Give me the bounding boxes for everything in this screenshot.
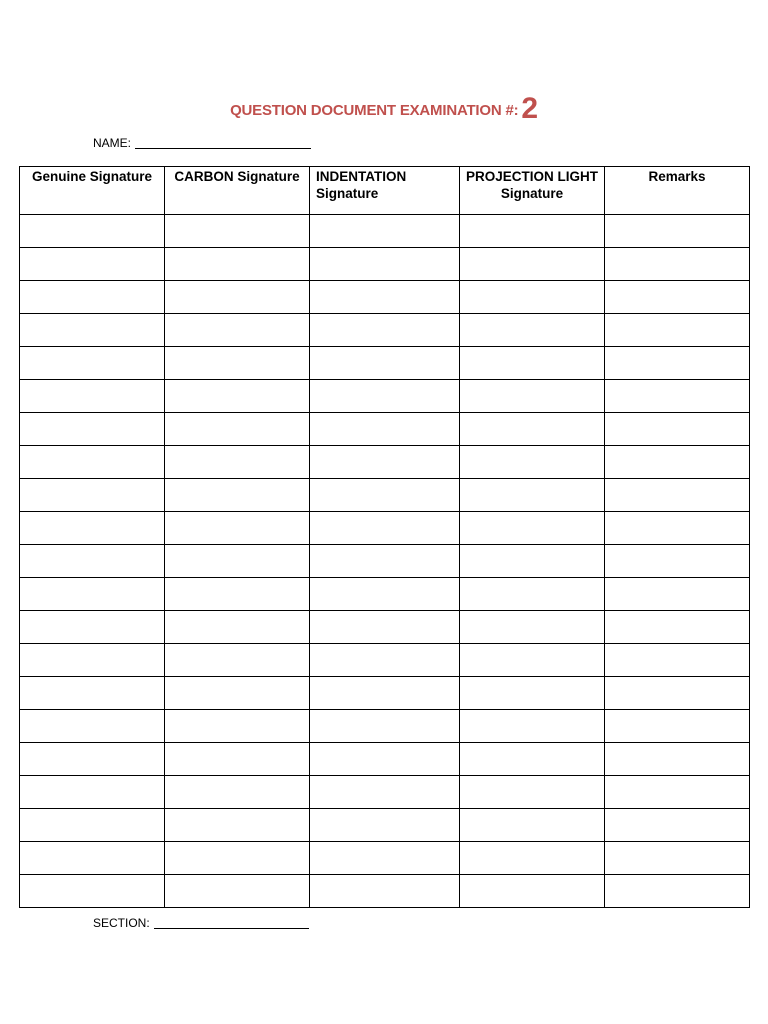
table-cell-carbon[interactable] bbox=[165, 710, 310, 743]
table-cell-carbon[interactable] bbox=[165, 380, 310, 413]
name-field bbox=[93, 136, 311, 150]
table-cell-projection-light[interactable] bbox=[460, 611, 605, 644]
table-cell-genuine[interactable] bbox=[20, 710, 165, 743]
exam-title-text: QUESTION DOCUMENT EXAMINATION #: bbox=[230, 102, 519, 119]
table-cell-remarks[interactable] bbox=[605, 776, 750, 809]
table-cell-projection-light[interactable] bbox=[460, 743, 605, 776]
table-cell-remarks[interactable] bbox=[605, 380, 750, 413]
column-header-indentation: INDENTATION Signature bbox=[310, 167, 460, 215]
table-cell-genuine[interactable] bbox=[20, 281, 165, 314]
table-cell-carbon[interactable] bbox=[165, 479, 310, 512]
table-cell-indentation[interactable] bbox=[310, 347, 460, 380]
table-cell-projection-light[interactable] bbox=[460, 710, 605, 743]
table-cell-genuine[interactable] bbox=[20, 611, 165, 644]
table-cell-remarks[interactable] bbox=[605, 875, 750, 908]
table-cell-genuine[interactable] bbox=[20, 413, 165, 446]
table-cell-projection-light[interactable] bbox=[460, 512, 605, 545]
table-cell-genuine[interactable] bbox=[20, 644, 165, 677]
table-cell-projection-light[interactable] bbox=[460, 578, 605, 611]
table-cell-genuine[interactable] bbox=[20, 248, 165, 281]
table-row bbox=[20, 578, 750, 611]
table-cell-genuine[interactable] bbox=[20, 446, 165, 479]
table-cell-indentation[interactable] bbox=[310, 710, 460, 743]
table-cell-remarks[interactable] bbox=[605, 611, 750, 644]
table-cell-projection-light[interactable] bbox=[460, 347, 605, 380]
column-header-carbon: CARBON Signature bbox=[165, 167, 310, 215]
table-cell-genuine[interactable] bbox=[20, 776, 165, 809]
table-cell-carbon[interactable] bbox=[165, 347, 310, 380]
table-cell-indentation[interactable] bbox=[310, 743, 460, 776]
table-cell-carbon[interactable] bbox=[165, 248, 310, 281]
table-cell-projection-light[interactable] bbox=[460, 248, 605, 281]
table-cell-indentation[interactable] bbox=[310, 611, 460, 644]
table-cell-indentation[interactable] bbox=[310, 875, 460, 908]
table-row bbox=[20, 479, 750, 512]
table-cell-indentation[interactable] bbox=[310, 578, 460, 611]
column-header-remarks: Remarks bbox=[605, 167, 750, 215]
table-cell-projection-light[interactable] bbox=[460, 380, 605, 413]
table-cell-remarks[interactable] bbox=[605, 578, 750, 611]
table-cell-carbon[interactable] bbox=[165, 809, 310, 842]
table-cell-projection-light[interactable] bbox=[460, 215, 605, 248]
table-row bbox=[20, 281, 750, 314]
table-cell-projection-light[interactable] bbox=[460, 644, 605, 677]
table-cell-indentation[interactable] bbox=[310, 248, 460, 281]
table-cell-remarks[interactable] bbox=[605, 743, 750, 776]
table-cell-genuine[interactable] bbox=[20, 545, 165, 578]
table-body bbox=[20, 215, 750, 908]
table-cell-remarks[interactable] bbox=[605, 644, 750, 677]
table-cell-projection-light[interactable] bbox=[460, 875, 605, 908]
table-cell-projection-light[interactable] bbox=[460, 446, 605, 479]
table-cell-genuine[interactable] bbox=[20, 512, 165, 545]
table-row bbox=[20, 644, 750, 677]
table-row bbox=[20, 842, 750, 875]
table-cell-indentation[interactable] bbox=[310, 446, 460, 479]
table-row bbox=[20, 710, 750, 743]
table-row bbox=[20, 776, 750, 809]
table-cell-projection-light[interactable] bbox=[460, 677, 605, 710]
table-row bbox=[20, 347, 750, 380]
table-cell-projection-light[interactable] bbox=[460, 545, 605, 578]
table-cell-genuine[interactable] bbox=[20, 380, 165, 413]
table-cell-indentation[interactable] bbox=[310, 281, 460, 314]
table-cell-indentation[interactable] bbox=[310, 809, 460, 842]
table-cell-remarks[interactable] bbox=[605, 215, 750, 248]
table-cell-carbon[interactable] bbox=[165, 578, 310, 611]
table-cell-carbon[interactable] bbox=[165, 842, 310, 875]
table-cell-indentation[interactable] bbox=[310, 479, 460, 512]
table-cell-carbon[interactable] bbox=[165, 776, 310, 809]
table-cell-carbon[interactable] bbox=[165, 314, 310, 347]
section-label: SECTION: bbox=[93, 916, 150, 930]
table-cell-remarks[interactable] bbox=[605, 413, 750, 446]
table-cell-carbon[interactable] bbox=[165, 215, 310, 248]
table-row bbox=[20, 248, 750, 281]
exam-title bbox=[0, 92, 768, 128]
table-cell-remarks[interactable] bbox=[605, 446, 750, 479]
table-header-row bbox=[20, 167, 750, 215]
table-cell-carbon[interactable] bbox=[165, 875, 310, 908]
table-cell-projection-light[interactable] bbox=[460, 776, 605, 809]
table-cell-projection-light[interactable] bbox=[460, 281, 605, 314]
table-cell-genuine[interactable] bbox=[20, 677, 165, 710]
table-cell-remarks[interactable] bbox=[605, 248, 750, 281]
table-cell-genuine[interactable] bbox=[20, 314, 165, 347]
table-cell-indentation[interactable] bbox=[310, 380, 460, 413]
table-cell-remarks[interactable] bbox=[605, 842, 750, 875]
table-cell-indentation[interactable] bbox=[310, 512, 460, 545]
table-cell-remarks[interactable] bbox=[605, 314, 750, 347]
table-cell-carbon[interactable] bbox=[165, 545, 310, 578]
table-cell-projection-light[interactable] bbox=[460, 413, 605, 446]
column-header-projection-light: PROJECTION LIGHT Signature bbox=[460, 167, 605, 215]
table-cell-indentation[interactable] bbox=[310, 413, 460, 446]
table-cell-projection-light[interactable] bbox=[460, 809, 605, 842]
table-cell-indentation[interactable] bbox=[310, 545, 460, 578]
table-cell-projection-light[interactable] bbox=[460, 314, 605, 347]
table-row bbox=[20, 677, 750, 710]
table-cell-genuine[interactable] bbox=[20, 347, 165, 380]
table-row bbox=[20, 611, 750, 644]
table-cell-indentation[interactable] bbox=[310, 776, 460, 809]
table-cell-genuine[interactable] bbox=[20, 215, 165, 248]
table-cell-projection-light[interactable] bbox=[460, 479, 605, 512]
table-row bbox=[20, 875, 750, 908]
column-header-genuine: Genuine Signature bbox=[20, 167, 165, 215]
section-field bbox=[93, 916, 309, 930]
table-cell-remarks[interactable] bbox=[605, 347, 750, 380]
exam-number: 2 bbox=[521, 92, 538, 125]
signature-table bbox=[19, 166, 750, 908]
table-cell-remarks[interactable] bbox=[605, 809, 750, 842]
table-cell-carbon[interactable] bbox=[165, 446, 310, 479]
table-cell-indentation[interactable] bbox=[310, 842, 460, 875]
table-cell-carbon[interactable] bbox=[165, 512, 310, 545]
name-blank-line[interactable] bbox=[135, 138, 311, 149]
table-cell-carbon[interactable] bbox=[165, 611, 310, 644]
table-cell-remarks[interactable] bbox=[605, 512, 750, 545]
table-cell-indentation[interactable] bbox=[310, 314, 460, 347]
table-row bbox=[20, 446, 750, 479]
table-cell-remarks[interactable] bbox=[605, 710, 750, 743]
section-blank-line[interactable] bbox=[154, 918, 309, 929]
table-cell-genuine[interactable] bbox=[20, 578, 165, 611]
table-row bbox=[20, 215, 750, 248]
table-row bbox=[20, 512, 750, 545]
table-cell-carbon[interactable] bbox=[165, 281, 310, 314]
table-row bbox=[20, 743, 750, 776]
table-cell-genuine[interactable] bbox=[20, 809, 165, 842]
table-cell-genuine[interactable] bbox=[20, 743, 165, 776]
table-cell-carbon[interactable] bbox=[165, 743, 310, 776]
table-cell-remarks[interactable] bbox=[605, 281, 750, 314]
table-cell-genuine[interactable] bbox=[20, 875, 165, 908]
table-row bbox=[20, 809, 750, 842]
table-row bbox=[20, 314, 750, 347]
table-cell-indentation[interactable] bbox=[310, 644, 460, 677]
table-row bbox=[20, 413, 750, 446]
table-cell-remarks[interactable] bbox=[605, 545, 750, 578]
table-cell-carbon[interactable] bbox=[165, 677, 310, 710]
table-cell-carbon[interactable] bbox=[165, 413, 310, 446]
table-row bbox=[20, 380, 750, 413]
table-cell-remarks[interactable] bbox=[605, 677, 750, 710]
table-cell-carbon[interactable] bbox=[165, 644, 310, 677]
table-cell-projection-light[interactable] bbox=[460, 842, 605, 875]
table-cell-indentation[interactable] bbox=[310, 215, 460, 248]
table-cell-indentation[interactable] bbox=[310, 677, 460, 710]
table-cell-remarks[interactable] bbox=[605, 479, 750, 512]
table-cell-genuine[interactable] bbox=[20, 479, 165, 512]
table-row bbox=[20, 545, 750, 578]
table-cell-genuine[interactable] bbox=[20, 842, 165, 875]
name-label: NAME: bbox=[93, 136, 132, 150]
